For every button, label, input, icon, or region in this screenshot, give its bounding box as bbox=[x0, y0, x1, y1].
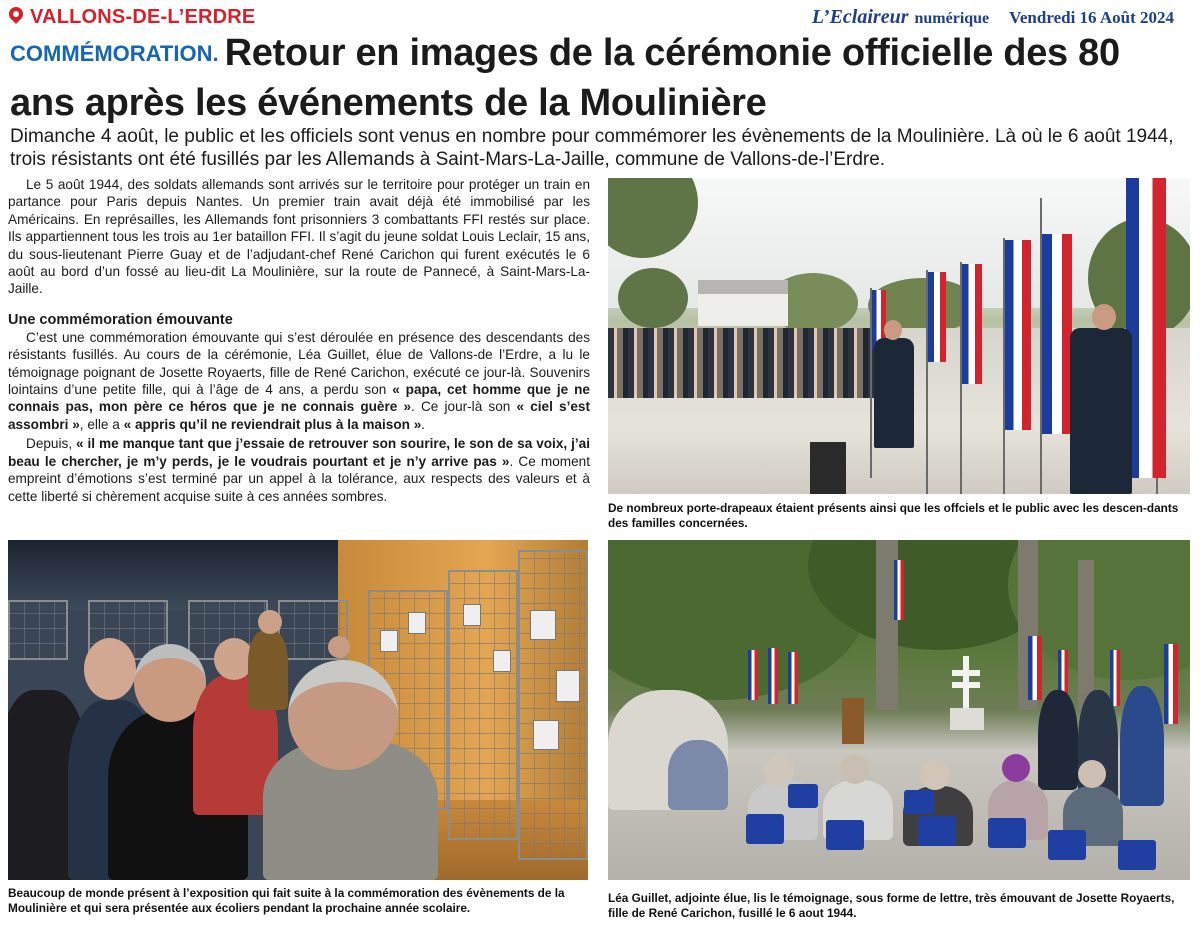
speech-caption: Léa Guillet, adjointe élue, lis le témoignage, sous forme de lettre, très émouvant de Josette Royaerts, fille de René Carichon, fusillé le 6 aout 1944. bbox=[608, 891, 1175, 920]
photo-print bbox=[463, 604, 481, 626]
photo-print bbox=[556, 670, 580, 702]
photo-person bbox=[248, 630, 288, 710]
photo-print bbox=[493, 650, 511, 672]
photo-person-head bbox=[328, 636, 350, 658]
photo-panel bbox=[8, 600, 68, 660]
flag bbox=[1042, 234, 1072, 434]
ceremony-photo bbox=[608, 178, 1190, 494]
quote: « appris qu’il ne reviendrait plus à la maison » bbox=[123, 416, 422, 432]
flag bbox=[894, 560, 904, 620]
flag bbox=[928, 272, 946, 362]
photo-tree bbox=[618, 268, 688, 328]
photo-memorial-base bbox=[950, 708, 984, 730]
exhibition-photo bbox=[8, 540, 588, 880]
text-run: Depuis, bbox=[26, 436, 77, 452]
flag bbox=[1126, 178, 1166, 478]
photo-print bbox=[530, 610, 556, 640]
photo-person-head bbox=[84, 638, 136, 700]
quote: « papa, cet homme que je ne connais pas, mon père ce héros que je ne connais guère » bbox=[8, 382, 590, 415]
text-run: , elle a bbox=[79, 416, 124, 432]
flag bbox=[788, 652, 798, 704]
article-lede: Dimanche 4 août, le public et les officiels sont venus en nombre pour commémorer les évènements de la Moulinière. Là où le 6 août 1944, trois résistants ont été fusillés par les Allemands à Saint-Mars-La-Jaille, commune de Vallons-de-l’Erdre. bbox=[10, 126, 1174, 170]
exhibition-caption: Beaucoup de monde présent à l’exposition qui fait suite à la commémoration des évènements de la Moulinière et qui sera présentée aux écoliers pendant la prochaine année scolaire. bbox=[8, 886, 565, 915]
subheading: Une commémoration émouvante bbox=[8, 311, 233, 328]
photo-person bbox=[668, 740, 728, 810]
speech-photo bbox=[608, 540, 1190, 880]
photo-chair bbox=[918, 816, 956, 846]
paragraph-2 bbox=[8, 329, 590, 433]
paragraph-1: Le 5 août 1944, des soldats allemands sont arrivés sur le territoire pour protéger un train en partance pour Paris depuis Nantes. Un premier train avait déjà été immobilisé par les Américains. En représailles, les Allemands font prisonniers 3 combattants FFI restés sur place. Ils appartiennent tous les trois au 1er bataillon FFI. Il s’agit du jeune soldat Louis Leclair, 15 ans, du sous-lieutenant Pierre Guay et de l’adjudant-chef René Carichon qui furent exécutés le 6 août au bord d’un fossé au lieu-dit La Moulinière, sur la route de Pannecé, à Saint-Mars-La-Jaille. bbox=[8, 177, 590, 297]
photo-panel bbox=[518, 550, 588, 860]
photo-person bbox=[1120, 686, 1164, 806]
flag bbox=[768, 648, 778, 704]
photo-person-head bbox=[288, 660, 398, 770]
photo-panel bbox=[448, 570, 518, 840]
photo-person-head bbox=[1078, 760, 1106, 788]
photo-person-head bbox=[258, 610, 282, 634]
photo-person bbox=[1070, 328, 1132, 494]
page-header bbox=[0, 0, 1200, 34]
flag bbox=[962, 264, 982, 384]
map-pin-icon bbox=[8, 7, 24, 29]
flag bbox=[1028, 636, 1042, 700]
flag bbox=[1110, 650, 1120, 706]
flag bbox=[748, 650, 758, 700]
photo-chair bbox=[826, 820, 864, 850]
ceremony-caption: De nombreux porte-drapeaux étaient présents ainsi que les offciels et le public avec les descen-dants des familles concernées. bbox=[608, 501, 1179, 530]
text-run: C’est une commémoration émouvante qui s’est déroulée en présence des descendants des résistants fusillés. Au cours de la cérémonie, Léa Guillet, élue de Vallons-de l’Erdre, a lu le témoignage poignant de Josette Royaerts, fille de René Carichon, exécuté ce jour-là. Souvenirs lointains d’une petite fille, qui à l’âge de 4 ans, a perdu son bbox=[8, 329, 590, 398]
photo-crowd bbox=[608, 328, 878, 398]
quote: « ciel s’est assombri » bbox=[8, 399, 590, 432]
article-title: Retour en images de la cérémonie officielle des 80 ans après les événements de la Moulinière bbox=[10, 32, 1120, 124]
text-run: . bbox=[421, 416, 426, 432]
text-run: . Ce moment empreint d’émotions s’est terminé par un appel à la tolérance, aux respects des valeurs et à cette liberté si chèrement acquise suite à ces années sombres. bbox=[8, 453, 591, 504]
brand-subtitle: numérique bbox=[914, 10, 990, 27]
paragraph-3 bbox=[8, 435, 590, 505]
photo-print bbox=[533, 720, 559, 750]
photo-chair bbox=[1048, 830, 1086, 860]
photo-tree-trunk bbox=[1078, 560, 1094, 710]
flag bbox=[1164, 644, 1178, 724]
photo-person-head bbox=[840, 754, 870, 784]
photo-print bbox=[380, 630, 398, 652]
masthead bbox=[812, 6, 1174, 29]
photo-person-head bbox=[764, 756, 794, 786]
photo-lectern bbox=[842, 698, 864, 744]
photo-chair bbox=[746, 814, 784, 844]
photo-chair bbox=[1118, 840, 1156, 870]
newspaper-brand: L’Eclaireur bbox=[811, 6, 909, 28]
photo-print bbox=[408, 612, 426, 634]
photo-speaker bbox=[810, 442, 846, 494]
quote: « il me manque tant que j’essaie de retrouver son sourire, le son de sa voix, j’ai beau le chercher, je m’y perds, je le voudrais pourtant et je n’y arrive pas » bbox=[8, 436, 590, 469]
photo-person-head bbox=[884, 320, 902, 340]
publication-date: Vendredi 16 Août 2024 bbox=[1009, 8, 1174, 27]
photo-house bbox=[698, 280, 788, 326]
photo-person-head bbox=[920, 760, 950, 790]
section-label: COMMÉMORATION. bbox=[10, 41, 219, 66]
photo-chair bbox=[788, 784, 818, 808]
photo-person-head bbox=[1002, 754, 1030, 782]
photo-person-head bbox=[1092, 304, 1116, 330]
location-name: VALLONS-DE-L’ERDRE bbox=[30, 6, 256, 28]
photo-person bbox=[874, 338, 914, 448]
photo-person bbox=[1038, 690, 1078, 790]
article-body bbox=[8, 176, 590, 505]
text-run: . Ce jour-là son bbox=[411, 399, 517, 415]
flag bbox=[1005, 240, 1031, 430]
photo-chair bbox=[904, 790, 934, 814]
photo-chair bbox=[988, 818, 1026, 848]
location-tag bbox=[8, 6, 255, 29]
headline bbox=[10, 32, 1190, 132]
